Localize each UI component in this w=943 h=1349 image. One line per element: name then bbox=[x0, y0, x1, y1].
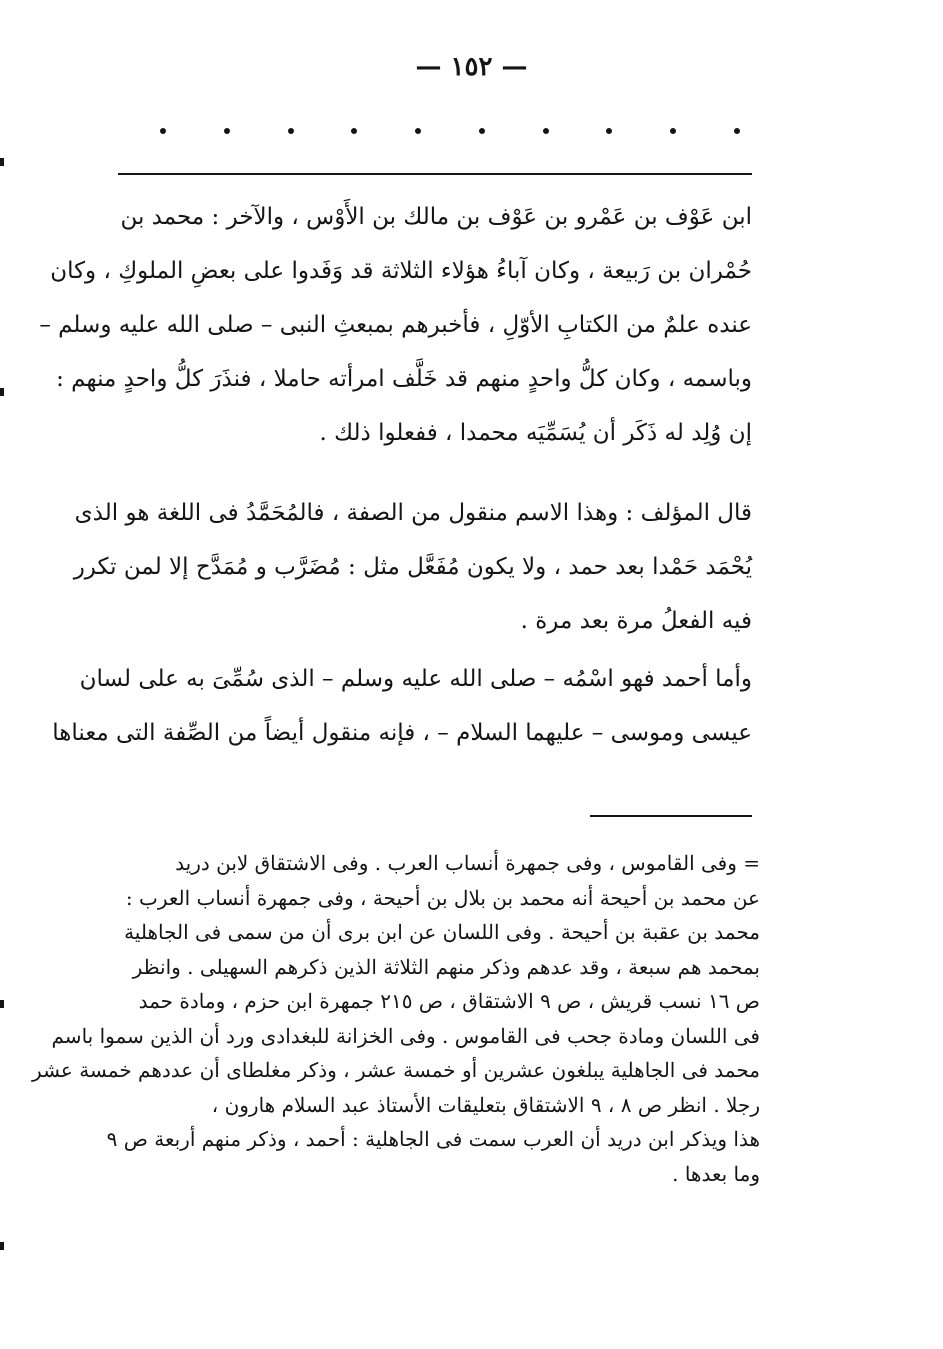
scan-margin-mark bbox=[0, 1000, 4, 1008]
footnote-rule bbox=[590, 815, 752, 817]
separator-dot bbox=[415, 128, 421, 134]
footnote-line: فى اللسان ومادة جحب فى القاموس . وفى الخزانة للبغدادى ورد أن الذين سموا باسم bbox=[51, 1023, 760, 1048]
separator-dot bbox=[224, 128, 230, 134]
separator-dot bbox=[734, 128, 740, 134]
footnote-line: محمد فى الجاهلية يبلغون عشرين أو خمسة عشر ، وذكر مغلطاى أن عددهم خمسة عشر bbox=[32, 1058, 760, 1082]
footnote-line: ص ١٦ نسب قريش ، ص ٩ الاشتقاق ، ص ٢١٥ جمهرة ابن حزم ، ومادة حمد bbox=[138, 989, 760, 1013]
separator-dot bbox=[670, 128, 676, 134]
separator-dot bbox=[288, 128, 294, 134]
header-rule bbox=[118, 173, 752, 175]
footnote-line: عن محمد بن أحيحة أنه محمد بن بلال بن أحيحة ، وفى جمهرة أنساب العرب : bbox=[125, 885, 760, 910]
separator-dots bbox=[160, 128, 740, 134]
text-line: حُمْران بن رَبيعة ، وكان آباءُ هؤلاء الثلاثة قد وَفَدوا على بعضِ الملوكِ ، وكان bbox=[50, 258, 752, 284]
scan-margin-mark bbox=[0, 1242, 4, 1250]
footnote-line: هذا ويذكر ابن دريد أن العرب سمت فى الجاهلية : أحمد ، وذكر منهم أربعة ص ٩ bbox=[106, 1127, 760, 1151]
text-line: عنده علمٌ من الكتابِ الأوّلِ ، فأخبرهم بمبعثِ النبى – صلى الله عليه وسلم – bbox=[39, 312, 752, 338]
body-paragraph bbox=[39, 190, 752, 460]
footnote-line: وما بعدها . bbox=[672, 1161, 760, 1186]
text-line: وباسمه ، وكان كلُّ واحدٍ منهم قد خَلَّف امرأته حاملا ، فنذَرَ كلُّ واحدٍ منهم : bbox=[56, 366, 752, 392]
footnote-line: بمحمد هم سبعة ، وقد عدهم وذكر منهم الثلاثة الذين ذكرهم السهيلى . وانظر bbox=[132, 954, 760, 979]
text-line: يُحْمَد حَمْدا بعد حمد ، ولا يكون مُفَعَّل مثل : مُضَرَّب و مُمَدَّح إلا لمن تكرر bbox=[73, 554, 752, 580]
separator-dot bbox=[351, 128, 357, 134]
separator-dot bbox=[479, 128, 485, 134]
footnote-line: رجلا . انظر ص ٨ ، ٩ الاشتقاق بتعليقات الأستاذ عبد السلام هارون ، bbox=[211, 1092, 760, 1117]
text-line: قال المؤلف : وهذا الاسم منقول من الصفة ، فالمُحَمَّدُ فى اللغة هو الذى bbox=[74, 500, 752, 526]
separator-dot bbox=[543, 128, 549, 134]
page-number: — ١٥٢ — bbox=[415, 52, 528, 82]
separator-dot bbox=[606, 128, 612, 134]
text-line: ابن عَوْف بن عَمْرو بن عَوْف بن مالك بن الأَوْس ، والآخر : محمد بن bbox=[120, 204, 752, 230]
separator-dot bbox=[160, 128, 166, 134]
body-paragraph bbox=[73, 486, 752, 648]
scan-margin-mark bbox=[0, 388, 4, 396]
body-paragraph bbox=[52, 652, 752, 760]
footnote-line: محمد بن عقبة بن أحيحة . وفى اللسان عن ابن برى أن من سمى فى الجاهلية bbox=[124, 920, 760, 944]
text-line: عيسى وموسى – عليهما السلام – ، فإنه منقول أيضاً من الصِّفة التى معناها bbox=[52, 720, 752, 746]
text-line: وأما أحمد فهو اسْمُه – صلى الله عليه وسلم – الذى سُمِّىَ به على لسان bbox=[79, 666, 752, 692]
footnote bbox=[32, 846, 760, 1191]
text-line: إن وُلِد له ذَكَر أن يُسَمِّيَه محمدا ، ففعلوا ذلك . bbox=[319, 420, 752, 446]
footnote-line: = وفى القاموس ، وفى جمهرة أنساب العرب . وفى الاشتقاق لابن دريد bbox=[175, 851, 760, 875]
text-line: فيه الفعلُ مرة بعد مرة . bbox=[520, 608, 752, 634]
scan-margin-mark bbox=[0, 158, 4, 166]
